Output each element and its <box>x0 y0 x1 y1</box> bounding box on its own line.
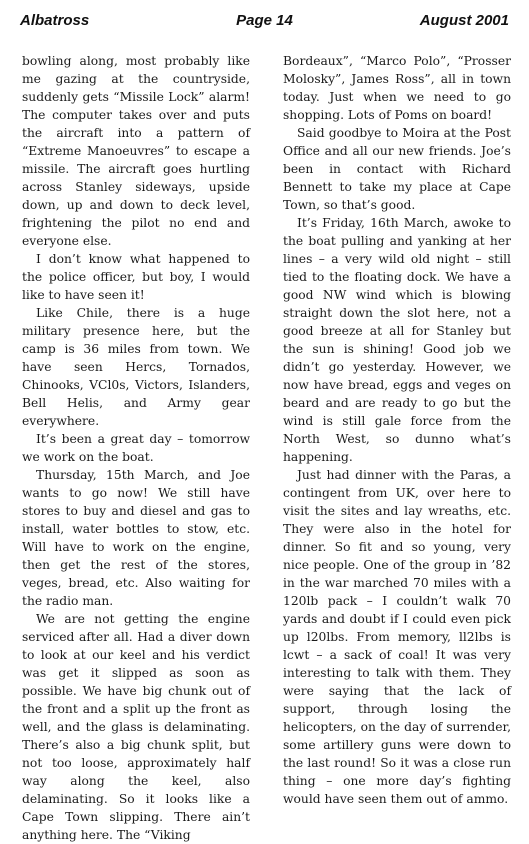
publication-title: Albatross <box>20 12 90 29</box>
right-column <box>283 52 511 808</box>
page-number: Page 14 <box>236 12 293 29</box>
paragraph: Like Chile, there is a huge military presence here, but the camp is 36 miles from town. We have seen Hercs, Tornados, Chinooks, VCl0s, Victors, Islanders, Bell Helis, and Army gear everywhere. <box>22 306 250 428</box>
paragraph: We are not getting the engine serviced after all. Had a diver down to look at our keel and his verdict was get it slipped as soon as possible. We have big chunk out of the front and a split up the front as well, and the glass is delaminating. There’s also a big chunk split, but not too loose, approximately half way along the keel, also delaminating. So it looks like a Cape Town slipping. There ain’t anything here. The “Viking <box>22 612 250 842</box>
paragraph: I don’t know what happened to the police officer, but boy, I would like to have seen it! <box>22 252 250 302</box>
paragraph: Thursday, 15th March, and Joe wants to go now! We still have stores to buy and diesel and gas to install, water bottles to stow, etc. Will have to work on the engine, then get the rest of the stores, veges, bread, etc. Also waiting for the radio man. <box>22 468 250 608</box>
issue-date: August 2001 <box>419 12 509 29</box>
paragraph: Just had dinner with the Paras, a contingent from UK, over here to visit the sites and lay wreaths, etc. They were also in the hotel for dinner. So fit and so young, very nice people. One of the group in ’82 in the war marched 70 miles with a 120lb pack – I couldn’t walk 70 yards and doubt if I could even pick up l20lbs. From memory, ll2lbs is lcwt – a sack of coal! It was very interesting to talk with them. They were saying that the lack of support, through losing the helicopters, on the day of surrender, some artillery guns were down to the last round! So it was a close run thing – one more day’s fighting would have seen them out of ammo. <box>283 468 511 806</box>
page-header <box>20 12 509 38</box>
paragraph: It’s Friday, 16th March, awoke to the boat pulling and yanking at her lines – a very wild old night – still tied to the floating dock. We have a good NW wind which is blowing straight down the slot here, not a good breeze at all for Stanley but the sun is shining! Good job we didn’t go yesterday. However, we now have bread, eggs and veges on beard and are ready to go but the wind is still gale force from the North West, so dunno what’s happening. <box>283 216 511 464</box>
paragraph: Bordeaux”, “Marco Polo”, “Prosser Molosky”, James Ross”, all in town today. Just when we need to go shopping. Lots of Poms on board! <box>283 54 511 122</box>
paragraph: bowling along, most probably like me gazing at the countryside, suddenly gets “Missile Lock” alarm! The computer takes over and puts the aircraft into a pattern of “Extreme Manoeuvres” to escape a missile. The aircraft goes hurtling across Stanley sideways, upside down, up and down to deck level, frightening the pilot no end and everyone else. <box>22 54 250 248</box>
left-column <box>22 52 250 844</box>
paragraph: Said goodbye to Moira at the Post Office and all our new friends. Joe’s been in contact with Richard Bennett to take my place at Cape Town, so that’s good. <box>283 126 511 212</box>
paragraph: It’s been a great day – tomorrow we work on the boat. <box>22 432 250 464</box>
